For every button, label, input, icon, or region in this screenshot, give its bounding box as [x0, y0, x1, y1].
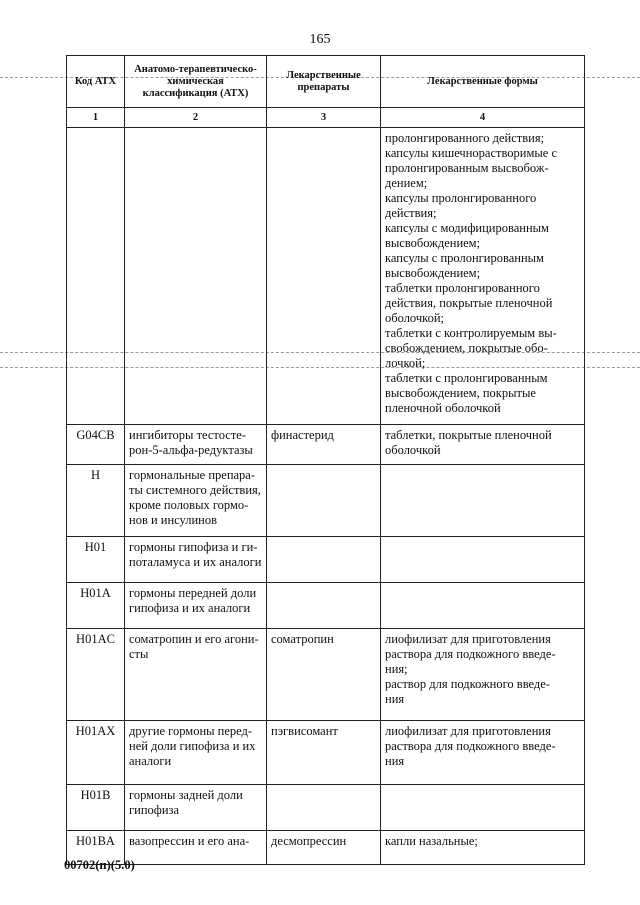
- forms-cell: [381, 785, 585, 831]
- table-row: [67, 583, 585, 629]
- form-line: лиофилизат для приготовления: [385, 724, 551, 738]
- atx-code-cell: H01B: [67, 785, 125, 831]
- form-line: лочкой;: [385, 356, 426, 370]
- form-line: раствора для подкожного введе-: [385, 647, 556, 661]
- atx-code-cell: H01BA: [67, 831, 125, 865]
- classification-line: ингибиторы тестостe-: [129, 428, 247, 442]
- form-line: ния: [385, 754, 405, 768]
- forms-cell: [381, 721, 585, 785]
- drug-cell: финастерид: [267, 425, 381, 465]
- classification-line: гипофиза: [129, 803, 180, 817]
- form-line: действия, покрытые пленочной: [385, 296, 553, 310]
- drug-cell: пэгвисомант: [267, 721, 381, 785]
- classification-line: гормоны задней доли: [129, 788, 243, 802]
- form-line: высвобождением;: [385, 236, 481, 250]
- forms-cell: [381, 128, 585, 425]
- forms-cell: [381, 537, 585, 583]
- classification-line: соматропин и его агони-: [129, 632, 259, 646]
- drug-cell: [267, 583, 381, 629]
- drug-cell: [267, 785, 381, 831]
- column-number: 1: [67, 108, 125, 128]
- table-row: [67, 425, 585, 465]
- atx-table: [66, 55, 585, 865]
- atx-code-cell: H01: [67, 537, 125, 583]
- form-line: раствора для подкожного введе-: [385, 739, 556, 753]
- table-row: [67, 465, 585, 537]
- form-line: раствор для подкожного введе-: [385, 677, 550, 691]
- form-line: таблетки пролонгированного: [385, 281, 540, 295]
- classification-cell: [125, 831, 267, 865]
- form-line: пролонгированным высвобож-: [385, 161, 549, 175]
- form-line: капсулы с модифицированным: [385, 221, 549, 235]
- classification-line: ты системного действия,: [129, 483, 261, 497]
- form-line: пролонгированного действия;: [385, 131, 545, 145]
- form-line: пленочной оболочкой: [385, 401, 501, 415]
- classification-cell: [125, 425, 267, 465]
- form-line: капсулы с пролонгированным: [385, 251, 544, 265]
- classification-line: аналоги: [129, 754, 172, 768]
- drug-cell: десмопрессин: [267, 831, 381, 865]
- forms-cell: [381, 629, 585, 721]
- forms-cell: [381, 583, 585, 629]
- form-line: таблетки, покрытые пленочной: [385, 428, 552, 442]
- form-line: высвобождением, покрытые: [385, 386, 536, 400]
- classification-line: вазопрессин и его ана-: [129, 834, 250, 848]
- atx-code-cell: H: [67, 465, 125, 537]
- classification-line: рон-5-альфа-редуктазы: [129, 443, 253, 457]
- header-drugs: Лекарственные препараты: [267, 56, 381, 108]
- form-line: капсулы кишечнорастворимые с: [385, 146, 557, 160]
- table-row: [67, 831, 585, 865]
- table-row: [67, 721, 585, 785]
- form-line: свобождением, покрытые обо-: [385, 341, 548, 355]
- form-line: ния;: [385, 662, 408, 676]
- form-line: лиофилизат для приготовления: [385, 632, 551, 646]
- form-line: высвобождением;: [385, 266, 481, 280]
- table-row: [67, 785, 585, 831]
- form-line: оболочкой;: [385, 311, 444, 325]
- column-number: 4: [381, 108, 585, 128]
- atx-code-cell: H01AX: [67, 721, 125, 785]
- classification-line: гормоны передней доли: [129, 586, 257, 600]
- drug-cell: [267, 537, 381, 583]
- forms-cell: [381, 425, 585, 465]
- header-code: Код АТХ: [67, 56, 125, 108]
- atx-code-cell: H01AC: [67, 629, 125, 721]
- column-number: 3: [267, 108, 381, 128]
- form-line: дением;: [385, 176, 428, 190]
- atx-code-cell: H01A: [67, 583, 125, 629]
- drug-cell: соматропин: [267, 629, 381, 721]
- drug-cell: [267, 465, 381, 537]
- form-line: оболочкой: [385, 443, 441, 457]
- classification-line: поталамуса и их аналоги: [129, 555, 262, 569]
- classification-line: сты: [129, 647, 149, 661]
- classification-cell: [125, 465, 267, 537]
- table-row: [67, 128, 585, 425]
- form-line: капсулы пролонгированного: [385, 191, 537, 205]
- classification-line: гормоны гипофиза и ги-: [129, 540, 258, 554]
- document-footer-code: 00702(п)(5.0): [64, 858, 135, 872]
- form-line: таблетки с контролируемым вы-: [385, 326, 557, 340]
- form-line: капли назальные;: [385, 834, 478, 848]
- drug-cell: [267, 128, 381, 425]
- atx-code-cell: [67, 128, 125, 425]
- header-classification: Анатомо-терапевтическо-химическая классификация (АТХ): [125, 56, 267, 108]
- form-line: таблетки с пролонгированным: [385, 371, 548, 385]
- table-row: [67, 537, 585, 583]
- classification-line: ней доли гипофиза и их: [129, 739, 256, 753]
- classification-line: кроме половых гормо-: [129, 498, 249, 512]
- classification-line: гормональные препара-: [129, 468, 256, 482]
- page-number: 165: [309, 32, 331, 47]
- classification-cell: [125, 128, 267, 425]
- classification-line: другие гормоны перед-: [129, 724, 253, 738]
- header-forms: Лекарственные формы: [381, 56, 585, 108]
- column-number-row: [67, 108, 585, 128]
- atx-code-cell: G04CB: [67, 425, 125, 465]
- classification-cell: [125, 629, 267, 721]
- column-number: 2: [125, 108, 267, 128]
- classification-line: гипофиза и их аналоги: [129, 601, 251, 615]
- classification-line: нов и инсулинов: [129, 513, 218, 527]
- classification-cell: [125, 537, 267, 583]
- forms-cell: [381, 831, 585, 865]
- classification-cell: [125, 583, 267, 629]
- classification-cell: [125, 721, 267, 785]
- classification-cell: [125, 785, 267, 831]
- form-line: ния: [385, 692, 405, 706]
- forms-cell: [381, 465, 585, 537]
- form-line: действия;: [385, 206, 437, 220]
- table-row: [67, 629, 585, 721]
- header-row: [67, 56, 585, 108]
